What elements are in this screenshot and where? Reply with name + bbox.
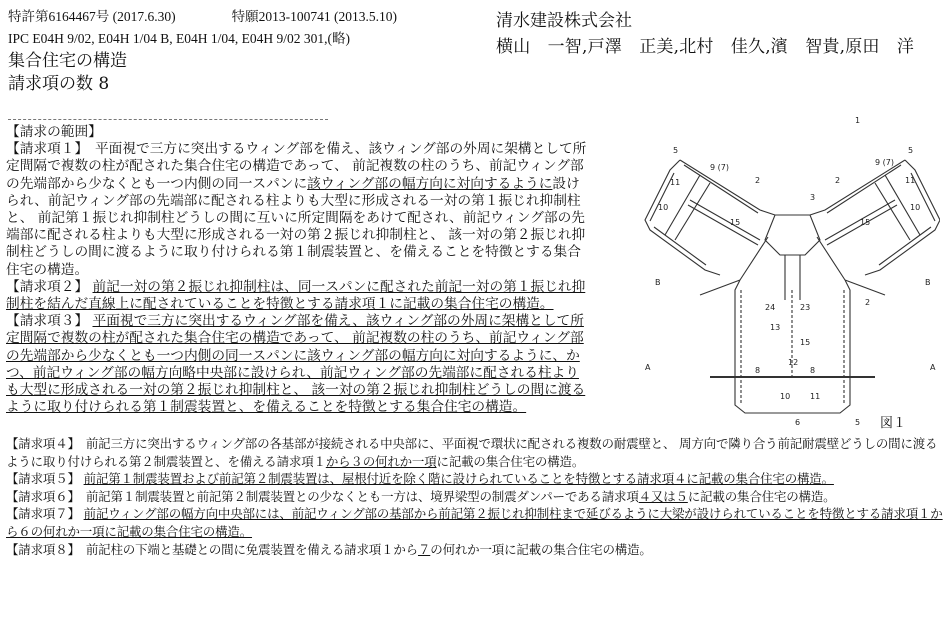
claim-text-amended: から３の何れか一項 <box>325 453 437 469</box>
claim-text-amended: 前記第１制震装置および前記第２制震装置は、屋根付近を除く階に設けられていることを特徴とする請求項４に記載の集合住宅の構造。 <box>83 471 834 487</box>
svg-text:1: 1 <box>855 116 861 125</box>
ipc-classification: IPC E04H 9/02, E04H 1/04 B, E04H 1/04, E04H 9/02 301,(略) <box>8 31 350 46</box>
svg-text:2: 2 <box>835 176 841 185</box>
claim-7 <box>6 505 944 540</box>
inventor-names: 横山 一智,戸澤 正美,北村 佳久,濱 智貴,原田 洋 <box>496 37 915 57</box>
svg-text:11: 11 <box>905 176 916 185</box>
claim-text: 前記柱の下端と基礎との間に免震装置を備える請求項１から <box>73 541 418 557</box>
svg-text:24: 24 <box>765 303 776 312</box>
claims-column <box>6 124 588 416</box>
svg-text:9 (7): 9 (7) <box>710 163 729 172</box>
svg-text:10: 10 <box>780 392 791 401</box>
svg-text:10: 10 <box>658 203 669 212</box>
claim-label: 【請求項６】 <box>6 488 74 504</box>
claim-label: 【請求項３】 <box>6 313 89 330</box>
patent-numbers <box>8 6 397 28</box>
svg-text:A: A <box>645 363 651 372</box>
claim-text: に記載の集合住宅の構造。 <box>687 488 836 504</box>
svg-text:2: 2 <box>865 298 871 307</box>
svg-text:15: 15 <box>800 338 811 347</box>
svg-text:11: 11 <box>670 178 681 187</box>
claim-text: に記載の集合住宅の構造。 <box>436 453 585 469</box>
patent-number: 特許第6164467号 (2017.6.30) <box>8 9 176 24</box>
claim-text: 設けられ、前記ウィング部の先端部に配される柱よりも大型に形成される一対の第１振じれ抑制柱と、 前記第１振じれ抑制柱どうしの間に互いに所定間隔をあけて配され、前記ウィング部の先端部に配される柱よりも大型に形成される一対の第２振じれ抑制柱と、 該一対の第２振じれ抑制柱どうしの間に渡るように取り付けられる第１制震装置と、を備えることを特徴とする集合住宅の構造。 <box>6 175 586 278</box>
claim-6 <box>6 488 944 506</box>
svg-text:13: 13 <box>770 323 781 332</box>
claim-3 <box>6 313 588 416</box>
claim-text: 平面視で三方に突出するウィング部を備え、該ウィング部の外周に架構として所定間隔で複数の柱が配された集合住宅の構造であって、 前記複数の柱のうち、前記ウィング部の先端部から少なくとも一つ内側の同一スパンに <box>6 141 587 192</box>
claims-heading: 【請求の範囲】 <box>6 124 102 140</box>
svg-text:8: 8 <box>755 366 761 375</box>
svg-text:15: 15 <box>860 218 871 227</box>
svg-text:8: 8 <box>810 366 816 375</box>
claim-label: 【請求項１】 <box>6 141 82 158</box>
building-plan-drawing <box>640 115 940 430</box>
claim-label: 【請求項２】 <box>6 278 89 295</box>
claim-label: 【請求項４】 <box>6 436 74 451</box>
svg-text:A: A <box>930 363 936 372</box>
svg-text:5: 5 <box>673 146 679 155</box>
claim-5 <box>6 470 944 488</box>
claim-text-amended: ４又は５ <box>638 488 688 504</box>
svg-text:11: 11 <box>810 392 821 401</box>
claim-2 <box>6 279 588 313</box>
claim-text-amended: 該ウィング部の幅方向に対向するように <box>307 175 553 192</box>
claim-text: 前記第１制震装置と前記第２制震装置との少なくとも一方は、境界梁型の制震ダンパーである請求項 <box>73 488 639 504</box>
svg-text:5: 5 <box>855 418 861 427</box>
patent-title: 集合住宅の構造 <box>8 51 127 71</box>
separator-line <box>8 119 328 120</box>
claim-1 <box>6 141 588 279</box>
claim-8 <box>6 541 944 559</box>
claim-text: の何れか一項に記載の集合住宅の構造。 <box>430 541 652 557</box>
svg-text:23: 23 <box>800 303 811 312</box>
application-number: 特願2013-100741 (2013.5.10) <box>231 9 397 24</box>
svg-text:9 (7): 9 (7) <box>875 158 894 167</box>
claim-text-amended: ７ <box>417 541 431 557</box>
claim-count: 請求項の数 8 <box>8 74 110 94</box>
svg-text:3: 3 <box>810 193 816 202</box>
figure-caption: 図１ <box>880 416 907 431</box>
claim-4 <box>6 435 944 470</box>
claim-text-amended: 前記ウィング部の幅方向中央部には、前記ウィング部の基部から前記第２振じれ抑制柱まで延びるように大梁が設けられていることを特徴とする請求項１から６の何れか一項に記載の集合住宅の構造。 <box>6 506 943 539</box>
claim-text-amended: 平面視で三方に突出するウィング部を備え、該ウィング部の外周に架構として所定間隔で複数の柱が配された集合住宅の構造であって、 前記複数の柱のうち、前記ウィング部の先端部から少なくとも一つ内側の同一スパンに該ウィング部の幅方向に対向するように、かつ、前記ウィング部の幅方向略中央部に設けられ、前記ウィング部の先端部に配される柱よりも大型に形成される一対の第２振じれ抑制柱と、 該一対の第２振じれ抑制柱どうしの間に渡るように取り付けられる第１制震装置と、を備えることを特徴とする集合住宅の構造。 <box>6 313 586 416</box>
applicant-block <box>496 8 914 60</box>
claim-text: 前記三方に突出するウィング部の各基部が接続される中央部に、平面視で環状に配される複数の耐震壁と、 周方向で隣り合う前記耐震壁どうしの間に渡るように取り付けられる第２制震装置と、を備える請求項１ <box>6 436 938 469</box>
svg-text:15: 15 <box>730 218 741 227</box>
svg-text:B: B <box>655 278 661 287</box>
claim-label: 【請求項８】 <box>6 541 74 557</box>
svg-text:6: 6 <box>795 418 801 427</box>
claim-text-amended: 前記一対の第２振じれ抑制柱は、同一スパンに配された前記一対の第１振じれ抑制柱を結んだ直線上に配されていることを特徴とする請求項１に記載の集合住宅の構造。 <box>6 278 586 313</box>
claim-label: 【請求項７】 <box>6 506 80 522</box>
svg-text:2: 2 <box>755 176 761 185</box>
svg-text:10: 10 <box>910 203 921 212</box>
patent-header <box>8 6 397 96</box>
svg-text:B: B <box>925 278 931 287</box>
claim-label: 【請求項５】 <box>6 471 80 487</box>
svg-text:5: 5 <box>908 146 914 155</box>
applicant-name: 清水建設株式会社 <box>496 11 632 31</box>
claims-continued <box>6 435 944 558</box>
svg-text:12: 12 <box>788 358 799 367</box>
